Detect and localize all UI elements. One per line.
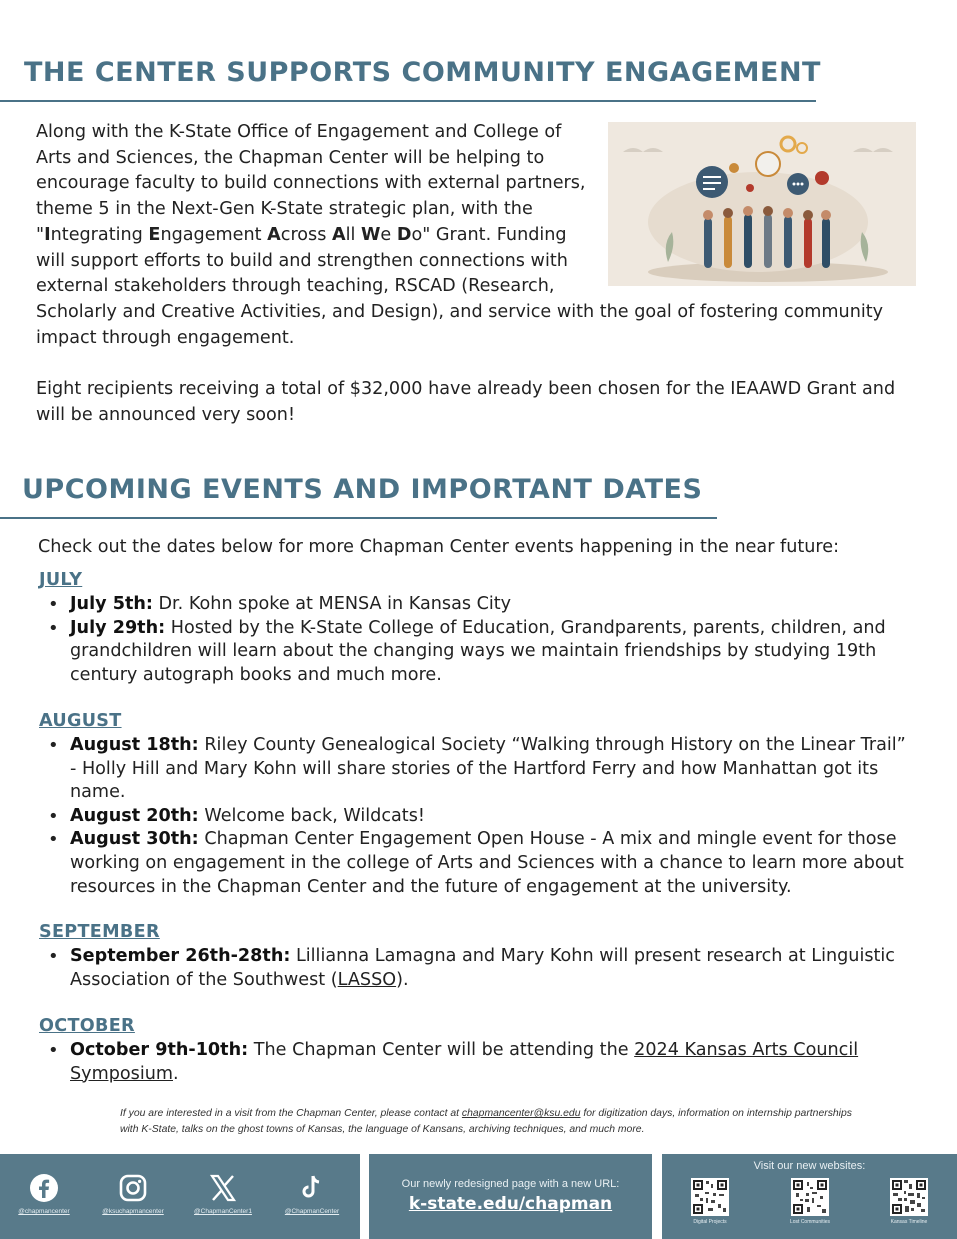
qr-code-icon — [691, 1178, 729, 1216]
lasso-link[interactable]: LASSO — [337, 969, 397, 990]
list-item: • September 26th-28th: Lillianna Lamagna and Mary Kohn will present research at Linguistic Association of the Southwest (LASSO). — [70, 945, 910, 992]
intro-text-part1: Along with the K-State Office of Engagement and College of Arts and Sciences, the Chapman Center will be helping to encourage faculty to build connections with external partners, theme 5 in the Next-Gen K-State strategic plan, with the " — [36, 122, 586, 245]
tiktok-link[interactable]: @ChapmanCenter — [272, 1172, 352, 1215]
october-event-list — [70, 1039, 910, 1086]
footer-url-panel — [369, 1154, 652, 1239]
tiktok-icon — [296, 1172, 328, 1204]
section-title-community-engagement: THE CENTER SUPPORTS COMMUNITY ENGAGEMENT — [24, 57, 821, 88]
july-event-list — [70, 593, 910, 687]
month-heading-july[interactable]: JULY — [39, 570, 83, 590]
qr-digital-projects[interactable]: Digital Projects — [680, 1178, 740, 1225]
september-event-list — [70, 945, 910, 992]
symposium-link[interactable]: 2024 Kansas Arts Council Symposium — [70, 1040, 859, 1084]
section-title-upcoming-events: UPCOMING EVENTS AND IMPORTANT DATES — [22, 474, 703, 505]
chapman-url-link[interactable]: k-state.edu/chapman — [408, 1194, 613, 1214]
contact-note: If you are interested in a visit from the Chapman Center, please contact at chapmancenter@ksu.edu for digitization days, information on internship partnerships with K-State, talks on the ghost towns of Kansas, the language of Kansans, archiving techniques, and much more. — [120, 1108, 852, 1135]
engagement-illustration — [608, 122, 916, 286]
x-link[interactable]: @ChapmanCenter1 — [183, 1172, 263, 1215]
month-heading-october[interactable]: OCTOBER — [39, 1016, 135, 1036]
instagram-icon — [117, 1172, 149, 1204]
qr-lost-communities[interactable]: Lost Communities — [780, 1178, 840, 1225]
list-item: • July 5th: Dr. Kohn spoke at MENSA in Kansas City — [70, 593, 910, 617]
events-intro-text: Check out the dates below for more Chapman Center events happening in the near future: — [38, 537, 840, 557]
intro-paragraph — [36, 120, 916, 351]
list-item: • October 9th-10th: The Chapman Center will be attending the 2024 Kansas Arts Council Symposium. — [70, 1039, 910, 1086]
x-icon — [207, 1172, 239, 1204]
websites-heading: Visit our new websites: — [753, 1160, 866, 1172]
contact-email-link[interactable]: chapmancenter@ksu.edu — [461, 1108, 581, 1119]
section-divider — [0, 100, 816, 102]
grant-name: Integrating Engagement Across All We Do — [44, 224, 423, 245]
facebook-icon — [28, 1172, 60, 1204]
qr-code-icon — [890, 1178, 928, 1216]
facebook-link[interactable]: @chapmancenter — [4, 1172, 84, 1215]
list-item: • August 30th: Chapman Center Engagement Open House - A mix and mingle event for those working on engagement in the college of Arts and Sciences with a chance to learn more about resources in the Chapman Center and the future of engagement at the university. — [70, 828, 910, 899]
qr-code-icon — [791, 1178, 829, 1216]
footer-social-panel — [0, 1154, 360, 1239]
list-item: • August 20th: Welcome back, Wildcats! — [70, 805, 910, 829]
month-heading-august[interactable]: AUGUST — [39, 711, 122, 731]
recipients-paragraph: Eight recipients receiving a total of $32,000 have already been chosen for the IEAAWD Grant and will be announced very soon! — [36, 379, 896, 425]
list-item: • August 18th: Riley County Genealogical Society “Walking through History on the Linear Trail” - Holly Hill and Mary Kohn will share stories of the Hartford Ferry and how Manhattan got its name. — [70, 734, 910, 805]
new-url-note: Our newly redesigned page with a new URL: — [401, 1178, 620, 1190]
instagram-link[interactable]: @ksuchapmancenter — [93, 1172, 173, 1215]
intro-text-part2: " Grant. Funding will support efforts to build and strengthen connections with external stakeholders through teaching, RSCAD (Research, Scholarly and Creative Activities, and Design), and service with the goal of fostering community impact through engagement. — [36, 224, 884, 348]
footer-websites-panel — [662, 1154, 957, 1239]
section-divider — [0, 517, 717, 519]
month-heading-september[interactable]: SEPTEMBER — [39, 922, 160, 942]
august-event-list — [70, 734, 910, 899]
list-item: • July 29th: Hosted by the K-State College of Education, Grandparents, parents, children, and grandchildren will learn about the changing ways we maintain friendships by studying 19th century autograph books and much more. — [70, 617, 910, 688]
qr-kansas-timeline[interactable]: Kansas Timeline — [879, 1178, 939, 1225]
